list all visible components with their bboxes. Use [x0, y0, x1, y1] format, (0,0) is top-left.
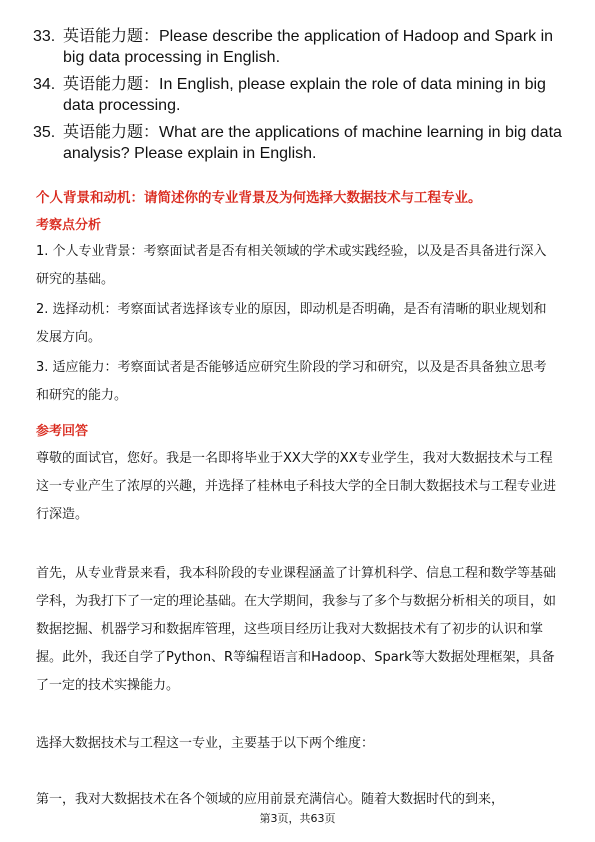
question-34	[33, 74, 563, 116]
question-text: 英语能力题：In English, please explain the role of data mining in big data processing.	[63, 76, 546, 114]
page-footer: 第3页，共63页	[259, 812, 336, 825]
answer-paragraph-3: 选择大数据技术与工程这一专业，主要基于以下两个维度：	[36, 736, 375, 751]
answer-paragraph-4: 第一，我对大数据技术在各个领域的应用前景充满信心。随着大数据时代的到来，	[36, 792, 505, 807]
question-number: 35.	[33, 124, 56, 141]
answer-heading: 参考回答	[36, 424, 89, 439]
question-number: 34.	[33, 76, 56, 93]
analysis-point-3: 3. 适应能力：考察面试者是否能够适应研究生阶段的学习和研究，以及是否具备独立思考和研究的能力。	[36, 360, 547, 403]
question-35	[33, 122, 563, 164]
question-33	[33, 26, 563, 68]
analysis-point-1: 1. 个人专业背景：考察面试者是否有相关领域的学术或实践经验，以及是否具备进行深入研究的基础。	[36, 244, 547, 287]
answer-paragraph-1: 尊敬的面试官，您好。我是一名即将毕业于XX大学的XX专业学生，我对大数据技术与工程这一专业产生了浓厚的兴趣，并选择了桂林电子科技大学的全日制大数据技术与工程专业进行深造。	[36, 451, 557, 522]
question-number: 33.	[33, 28, 56, 45]
analysis-point-2: 2. 选择动机：考察面试者选择该专业的原因，即动机是否明确，是否有清晰的职业规划和发展方向。	[36, 302, 547, 345]
question-text: 英语能力题：Please describe the application of Hadoop and Spark in big data processing in English.	[63, 28, 554, 66]
question-list	[33, 26, 563, 170]
analysis-heading: 考察点分析	[36, 218, 102, 233]
section-title: 个人背景和动机：请简述你的专业背景及为何选择大数据技术与工程专业。	[36, 190, 482, 206]
answer-paragraph-2: 首先，从专业背景来看，我本科阶段的专业课程涵盖了计算机科学、信息工程和数学等基础学科，为我打下了一定的理论基础。在大学期间，我参与了多个与数据分析相关的项目，如数据挖掘、机器学习和数据库管理，这些项目经历让我对大数据技术有了初步的认识和掌握。此外，我还自学了Python、R等编程语言和Hadoop、Spark等大数据处理框架，具备了一定的技术实操能力。	[36, 566, 557, 693]
question-text: 英语能力题：What are the applications of machine learning in big data analysis? Please explain in English.	[63, 124, 562, 162]
